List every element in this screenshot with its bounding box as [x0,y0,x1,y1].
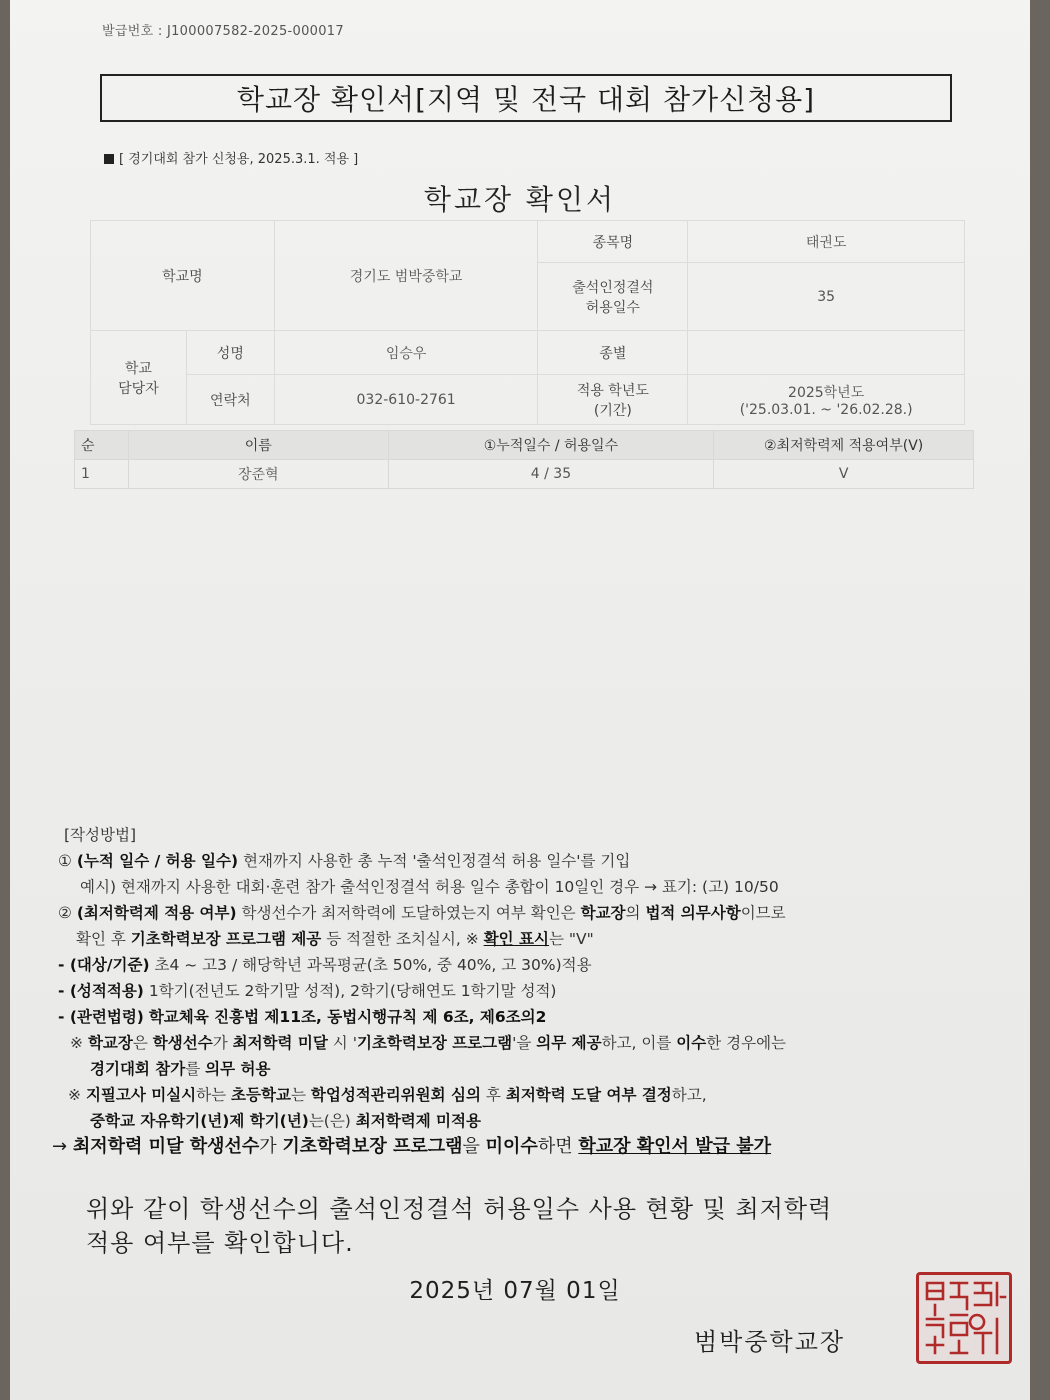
table-row [75,460,974,489]
doc-heading: 학교장 확인서 [423,183,617,216]
instruction-line-2: 예시) 현재까지 사용한 대회·훈련 참가 출석인정결석 허용 일수 총합이 10일인 경우 → 표기: (고) 10/50 [80,878,779,896]
allowed-days-label: 출석인정결석 허용일수 [538,263,688,331]
confirmation-text [86,1192,832,1260]
confirm-line-2: 적용 여부를 확인합니다. [86,1229,354,1257]
allowed-days-value: 35 [688,263,965,331]
name-label: 성명 [186,331,274,375]
contact-label: 연락처 [186,375,274,425]
row-name: 장준혁 [128,460,388,489]
instruction-line-12: → 최저학력 미달 학생선수가 기초학력보장 프로그램을 미이수하면 학교장 확인서 발급 불가 [52,1136,772,1157]
col-header: ②최저학력제 적용여부(V) [714,431,974,460]
col-header: ①누적일수 / 허용일수 [388,431,714,460]
student-table [74,430,974,489]
col-header: 순 [75,431,129,460]
instruction-line-7: - (관련법령) 학교체육 진흥법 제11조, 동법시행규칙 제 6조, 제6조의2 [58,1008,547,1026]
category-value [688,331,965,375]
instructions [52,822,1018,1160]
instruction-line-10: ※ 지필고사 미실시하는 초등학교는 학업성적관리위원회 심의 후 최저학력 도달 여부 결정하고, [68,1086,707,1104]
row-no: 1 [75,460,129,489]
info-table [90,220,965,425]
instruction-line-9: 경기대회 참가를 의무 허용 [90,1060,271,1078]
subnote-text: [ 경기대회 참가 신청용, 2025.3.1. 적용 ] [119,152,359,167]
category-label: 종별 [538,331,688,375]
subnote [104,148,358,167]
student-table-header [75,431,974,460]
instructions-title: [작성방법] [64,826,136,844]
issue-date: 2025년 07월 01일 [409,1278,621,1304]
confirm-line-1: 위와 같이 학생선수의 출석인정결석 허용일수 사용 현황 및 최저학력 [86,1195,833,1223]
school-name-label: 학교명 [91,221,275,331]
year-label: 적용 학년도 (기간) [538,375,688,425]
instruction-line-1: ① (누적 일수 / 허용 일수) 현재까지 사용한 총 누적 '출석인정결석 허용 일수'를 기입 [58,852,631,870]
document-title: 학교장 확인서[지역 및 전국 대회 참가신청용] [236,83,816,116]
instruction-line-4: 확인 후 기초학력보장 프로그램 제공 등 적절한 조치실시, ※ 확인 표시는 "V" [76,930,594,948]
instruction-line-6: - (성적적용) 1학기(전년도 2학기말 성적), 2학기(당해연도 1학기말 성적) [58,982,557,1000]
instruction-line-5: - (대상/기준) 초4 ~ 고3 / 해당학년 과목평균(초 50%, 중 40%, 고 30%)적용 [58,956,592,974]
official-seal [916,1272,1012,1364]
contact-value: 032-610-2761 [274,375,538,425]
staff-name: 임승우 [274,331,538,375]
instruction-line-11: 중학교 자유학기(년)제 학기(년)는(은) 최저학력제 미적용 [90,1112,481,1130]
instruction-line-8: ※ 학교장은 학생선수가 최저학력 미달 시 '기초학력보장 프로그램'을 의무 제공하고, 이를 이수한 경우에는 [70,1034,787,1052]
instruction-line-3: ② (최저학력제 적용 여부) 학생선수가 최저학력에 도달하였는지 여부 확인은 학교장의 법적 의무사항이므로 [58,904,786,922]
school-name: 경기도 범박중학교 [274,221,538,331]
row-days: 4 / 35 [388,460,714,489]
title-box [100,74,952,122]
event-value: 태권도 [688,221,965,263]
square-bullet-icon [104,154,114,164]
principal-name: 범박중학교장 [694,1328,846,1356]
col-header: 이름 [128,431,388,460]
staff-label: 학교 담당자 [91,331,187,425]
event-label: 종목명 [538,221,688,263]
year-value: 2025학년도 ('25.03.01. ~ '26.02.28.) [688,375,965,425]
row-applied: V [714,460,974,489]
issue-number: 발급번호 : J100007582-2025-000017 [102,24,344,39]
seal-glyphs-icon [919,1275,1009,1361]
